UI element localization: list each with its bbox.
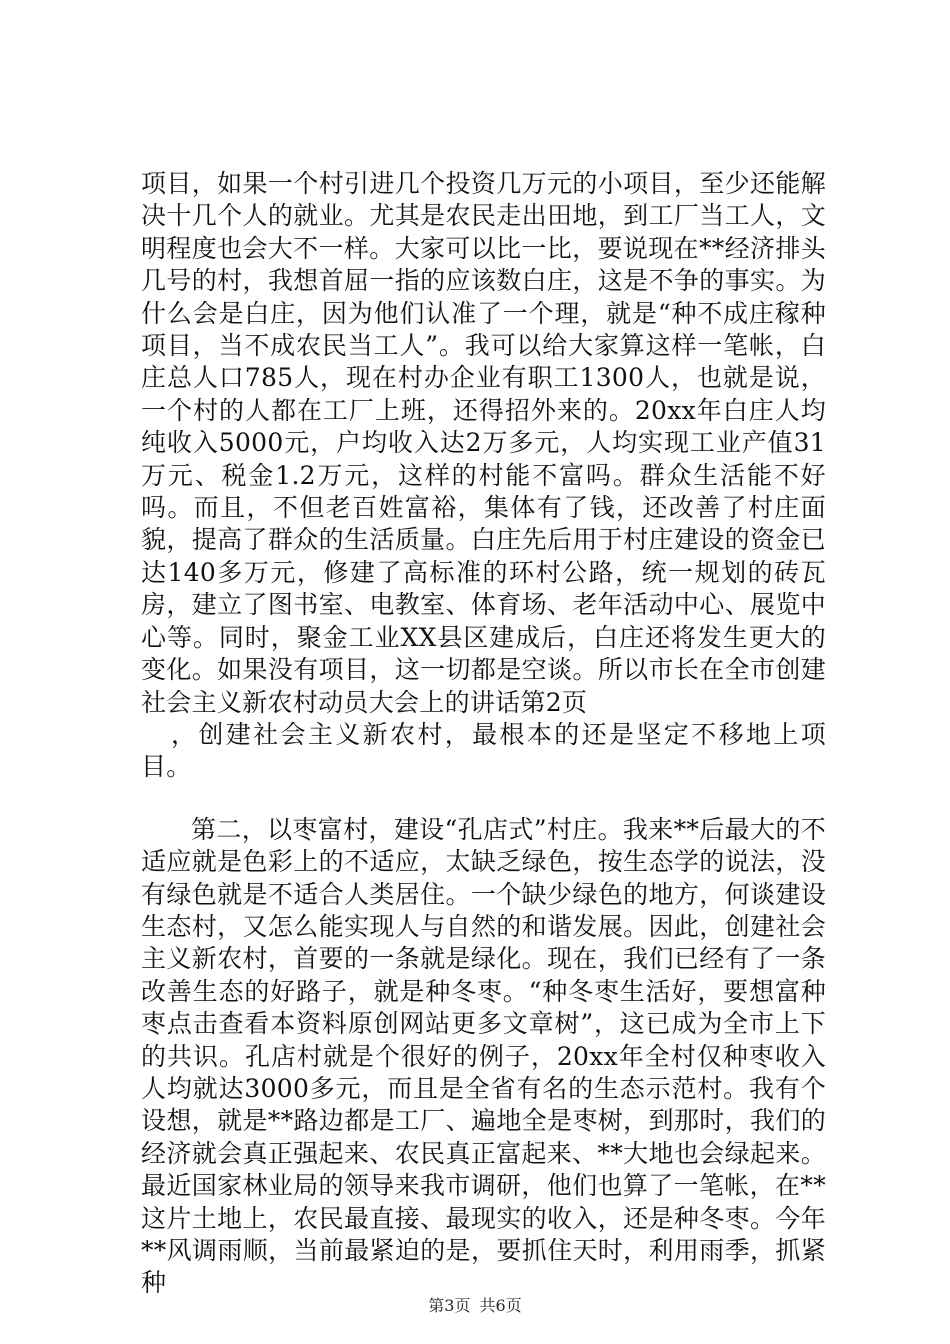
paragraph-spacer (141, 784, 826, 814)
paragraph-1: 项目，如果一个村引进几个投资几万元的小项目，至少还能解决十几个人的就业。尤其是农民走出田地，到工厂当工人，文明程度也会大不一样。大家可以比一比，要说现在**经济排头几号的村，我想首屈一指的应该数白庄，这是不争的事实。为什么会是白庄，因为他们认准了一个理，就是“种不成庄稼种项目，当不成农民当工人”。我可以给大家算这样一笔帐，白庄总人口785人，现在村办企业有职工1300人，也就是说，一个村的人都在工厂上班，还得招外来的。20xx年白庄人均纯收入5000元，户均收入达2万多元，人均实现工业产值31万元、税金1.2万元，这样的村能不富吗。群众生活能不好吗。而且，不但老百姓富裕，集体有了钱，还改善了村庄面貌，提高了群众的生活质量。白庄先后用于村庄建设的资金已达140多万元，修建了高标准的环村公路，统一规划的砖瓦房，建立了图书室、电教室、体育场、老年活动中心、展览中心等。同时，聚金工业XX县区建成后，白庄还将发生更大的变化。如果没有项目，这一切都是空谈。所以市长在全市创建社会主义新农村动员大会上的讲话第2页 (141, 169, 826, 717)
document-body (141, 168, 826, 1300)
page-footer (0, 1296, 950, 1316)
page-total: 共6页 (479, 1296, 522, 1315)
page-number: 第3页 (428, 1296, 471, 1315)
paragraph-2: ，创建社会主义新农村，最根本的还是坚定不移地上项目。 (141, 719, 826, 782)
paragraph-3: 第二，以枣富村，建设“孔店式”村庄。我来**后最大的不适应就是色彩上的不适应，太缺乏绿色，按生态学的说法，没有绿色就是不适合人类居住。一个缺少绿色的地方，何谈建设生态村，又怎么能实现人与自然的和谐发展。因此，创建社会主义新农村，首要的一条就是绿化。现在，我们已经有了一条改善生态的好路子，就是种冬枣。“种冬枣生活好，要想富种枣点击查看本资料原创网站更多文章树”，这已成为全市上下的共识。孔店村就是个很好的例子，20xx年全村仅种枣收入人均就达3000多元，而且是全省有名的生态示范村。我有个设想，就是**路边都是工厂、遍地全是枣树，到那时，我们的经济就会真正强起来、农民真正富起来、**大地也会绿起来。最近国家林业局的领导来我市调研，他们也算了一笔帐，在**这片土地上，农民最直接、最现实的收入，还是种冬枣。今年**风调雨顺，当前最紧迫的是，要抓住天时，利用雨季，抓紧种 (141, 814, 826, 1298)
